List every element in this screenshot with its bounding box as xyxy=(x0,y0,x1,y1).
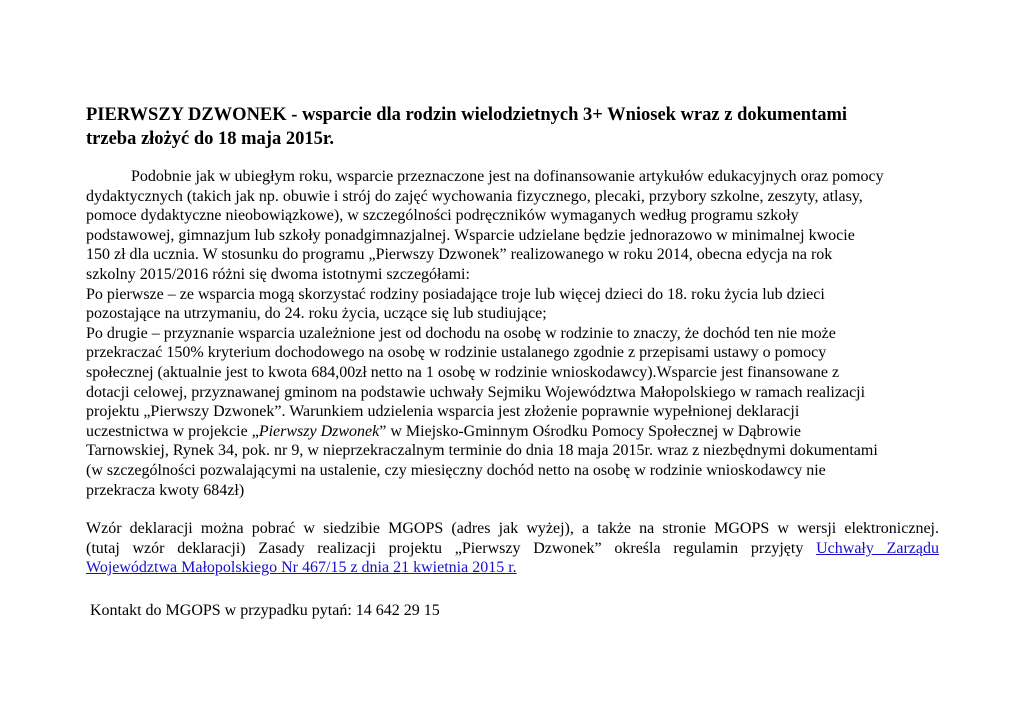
paragraph-line: dydaktycznych (takich jak np. obuwie i strój do zajęć wychowania fizycznego, plecaki, przybory szkolne, zeszyty, atlasy, xyxy=(86,187,863,205)
paragraph-line: Po drugie – przyznanie wsparcia uzależnione jest od dochodu na osobę w rodzinie to znaczy, że dochód ten nie może xyxy=(86,324,836,342)
paragraph-main xyxy=(86,167,939,500)
resolution-link-part-1[interactable]: Uchwały Zarządu xyxy=(816,539,940,557)
paragraph-line: pozostające na utrzymaniu, do 24. roku życia, uczące się lub studiujące; xyxy=(86,305,547,323)
paragraph-line: 150 zł dla ucznia. W stosunku do programu „Pierwszy Dzwonek” realizowanego w roku 2014, obecna edycja na rok xyxy=(86,246,833,264)
program-name-italic: Pierwszy Dzwonek xyxy=(258,422,380,440)
title-line-2: trzeba złożyć do 18 maja 2015r. xyxy=(86,129,334,149)
document-page xyxy=(86,103,939,620)
paragraph-line: przekraczać 150% kryterium dochodowego na osobę w rodzinie ustalanego zgodnie z przepisami ustawy o pomocy xyxy=(86,344,827,362)
paragraph-line: szkolny 2015/2016 różni się dwoma istotnymi szczegółami: xyxy=(86,265,470,283)
paragraph-line: podstawowej, gimnazjum lub szkoły ponadgimnazjalnej. Wsparcie udzielane będzie jednorazowo w minimalnej kwocie xyxy=(86,226,855,244)
download-line-2-text: (tutaj wzór deklaracji) Zasady realizacji projektu „Pierwszy Dzwonek” określa regulamin przyjęty xyxy=(86,539,804,557)
contact-line: Kontakt do MGOPS w przypadku pytań: 14 642 29 15 xyxy=(90,601,440,619)
download-line-3 xyxy=(86,558,939,578)
paragraph-download xyxy=(86,519,939,578)
paragraph-line: przekracza kwoty 684zł) xyxy=(86,481,245,499)
line-prefix: uczestnictwa w projekcie „ xyxy=(86,422,259,440)
paragraph-line: Po pierwsze – ze wsparcia mogą skorzystać rodziny posiadające troje lub więcej dzieci do 18. roku życia lub dzieci xyxy=(86,285,825,303)
download-line-1: Wzór deklaracji można pobrać w siedzibie MGOPS (adres jak wyżej), a także na stronie MGOPS w wersji elektronicznej. xyxy=(86,520,939,538)
paragraph-line: projektu „Pierwszy Dzwonek”. Warunkiem udzielenia wsparcia jest złożenie poprawnie wypełnionej deklaracji xyxy=(86,403,800,421)
paragraph-line-italic xyxy=(86,422,939,442)
paragraph-line: Tarnowskiej, Rynek 34, pok. nr 9, w nieprzekraczalnym terminie do dnia 18 maja 2015r. wraz z niezbędnymi dokumentami xyxy=(86,442,878,460)
download-line-2 xyxy=(86,539,939,559)
line-suffix: ” w Miejsko-Gminnym Ośrodku Pomocy Społecznej w Dąbrowie xyxy=(379,422,801,440)
paragraph-line: Podobnie jak w ubiegłym roku, wsparcie przeznaczone jest na dofinansowanie artykułów edukacyjnych oraz pomocy xyxy=(131,168,884,185)
paragraph-line: (w szczególności pozwalającymi na ustalenie, czy miesięczny dochód netto na osobę w rodzinie wnioskodawcy nie xyxy=(86,461,826,479)
resolution-link-part-2[interactable]: Województwa Małopolskiego Nr 467/15 z dnia 21 kwietnia 2015 r. xyxy=(86,559,517,577)
paragraph-line: społecznej (aktualnie jest to kwota 684,00zł netto na 1 osobę w rodzinie wnioskodawcy).Wsparcie jest finansowane z xyxy=(86,363,840,381)
paragraph-line: pomoce dydaktyczne nieobowiązkowe), w szczególności podręczników wymaganych według programu szkoły xyxy=(86,207,799,225)
title-line-1: PIERWSZY DZWONEK - wsparcie dla rodzin wielodzietnych 3+ Wniosek wraz z dokumentami xyxy=(86,105,848,125)
document-title xyxy=(86,103,939,151)
paragraph-line: dotacji celowej, przyznawanej gminom na podstawie uchwały Sejmiku Województwa Małopolskiego w ramach realizacji xyxy=(86,383,866,401)
